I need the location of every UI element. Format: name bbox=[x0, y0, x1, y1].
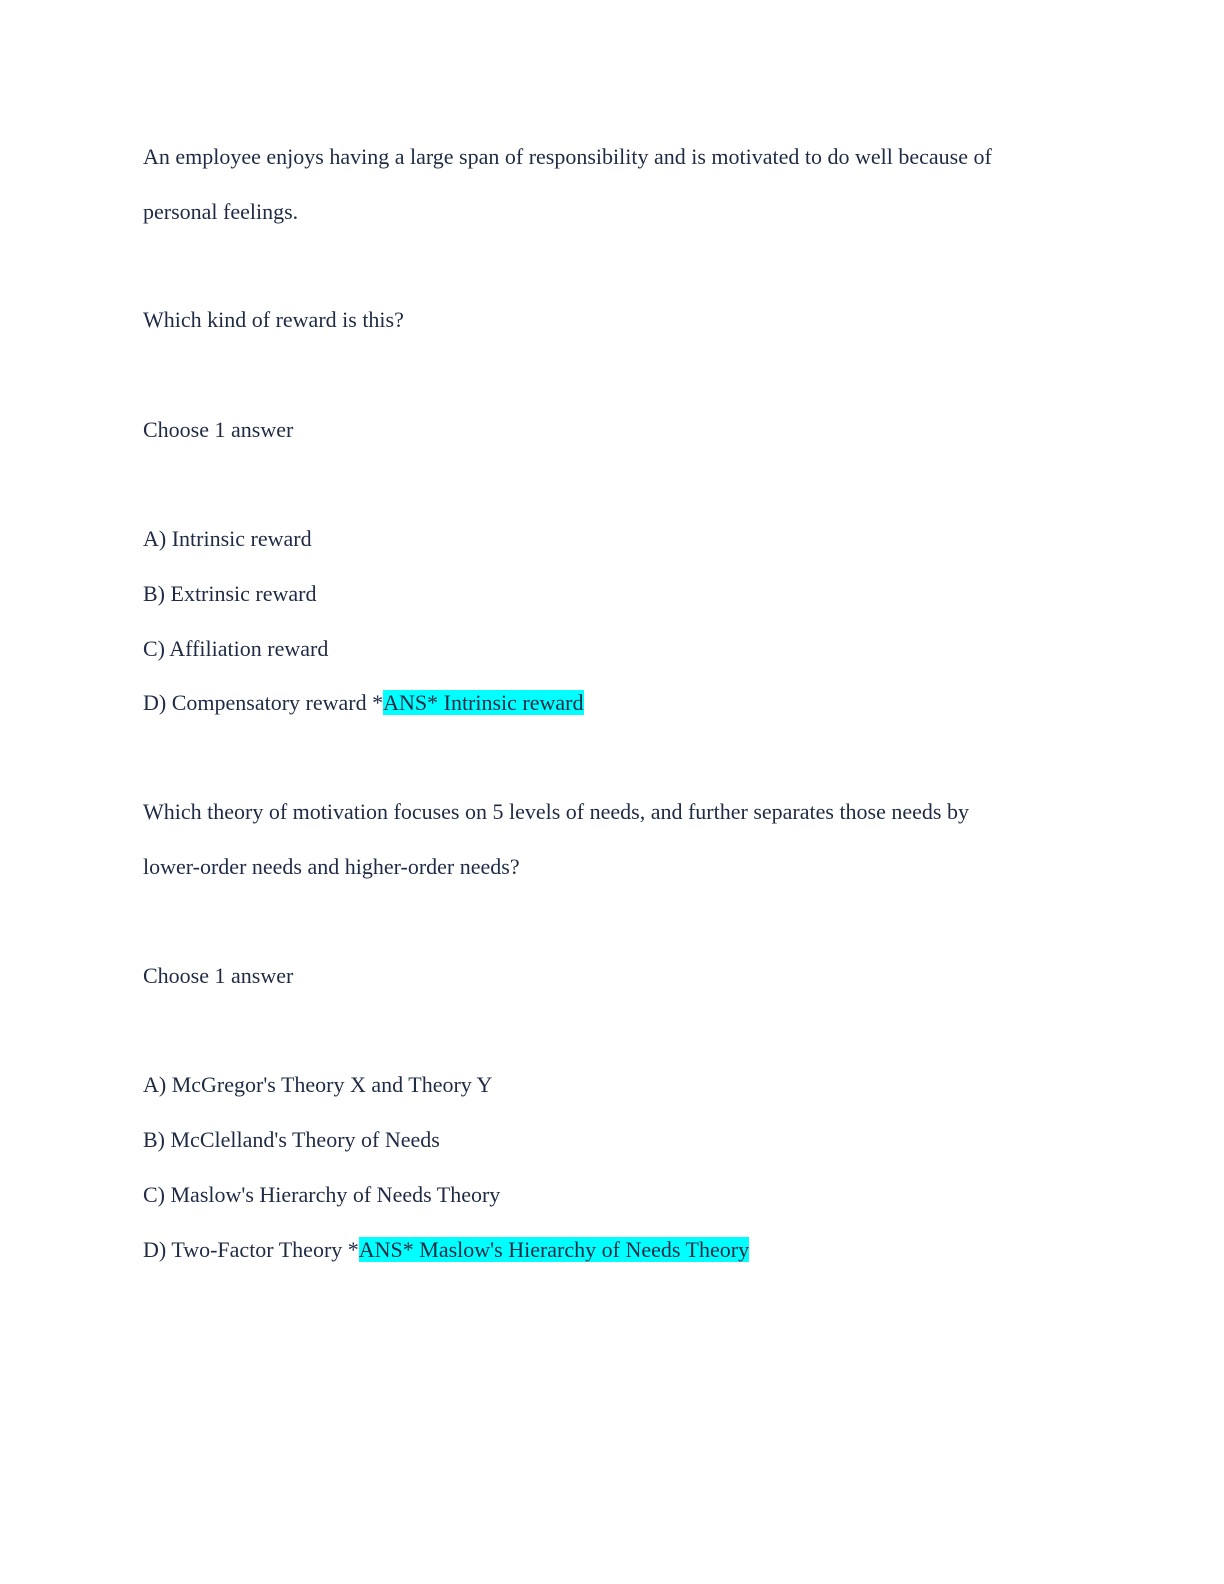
question-1-stem-line-2: personal feelings. bbox=[143, 199, 299, 224]
question-2-option-c: C) Maslow's Hierarchy of Needs Theory bbox=[143, 1182, 501, 1207]
question-2-option-a: A) McGregor's Theory X and Theory Y bbox=[143, 1072, 493, 1097]
question-1-stem-line-1: An employee enjoys having a large span of responsibility and is motivated to do well because of bbox=[143, 144, 992, 169]
question-1-option-a: A) Intrinsic reward bbox=[143, 526, 312, 551]
question-1-prompt: Which kind of reward is this? bbox=[143, 307, 404, 332]
question-1-option-c: C) Affiliation reward bbox=[143, 636, 329, 661]
question-2-option-d: D) Two-Factor Theory * bbox=[143, 1237, 359, 1262]
question-2-option-b: B) McClelland's Theory of Needs bbox=[143, 1127, 440, 1152]
question-1-option-b: B) Extrinsic reward bbox=[143, 581, 317, 606]
question-2-instruction: Choose 1 answer bbox=[143, 963, 294, 988]
question-1-option-d-row bbox=[143, 689, 584, 717]
question-2-stem-line-2: lower-order needs and higher-order needs? bbox=[143, 854, 520, 879]
question-1-instruction: Choose 1 answer bbox=[143, 417, 294, 442]
question-2-answer-highlight: ANS* Maslow's Hierarchy of Needs Theory bbox=[358, 1237, 750, 1262]
question-1-option-d: D) Compensatory reward * bbox=[143, 690, 384, 715]
question-2-option-d-row bbox=[143, 1236, 749, 1264]
question-2-stem-line-1: Which theory of motivation focuses on 5 levels of needs, and further separates those needs by bbox=[143, 799, 969, 824]
question-1-answer-highlight: ANS* Intrinsic reward bbox=[383, 690, 584, 715]
